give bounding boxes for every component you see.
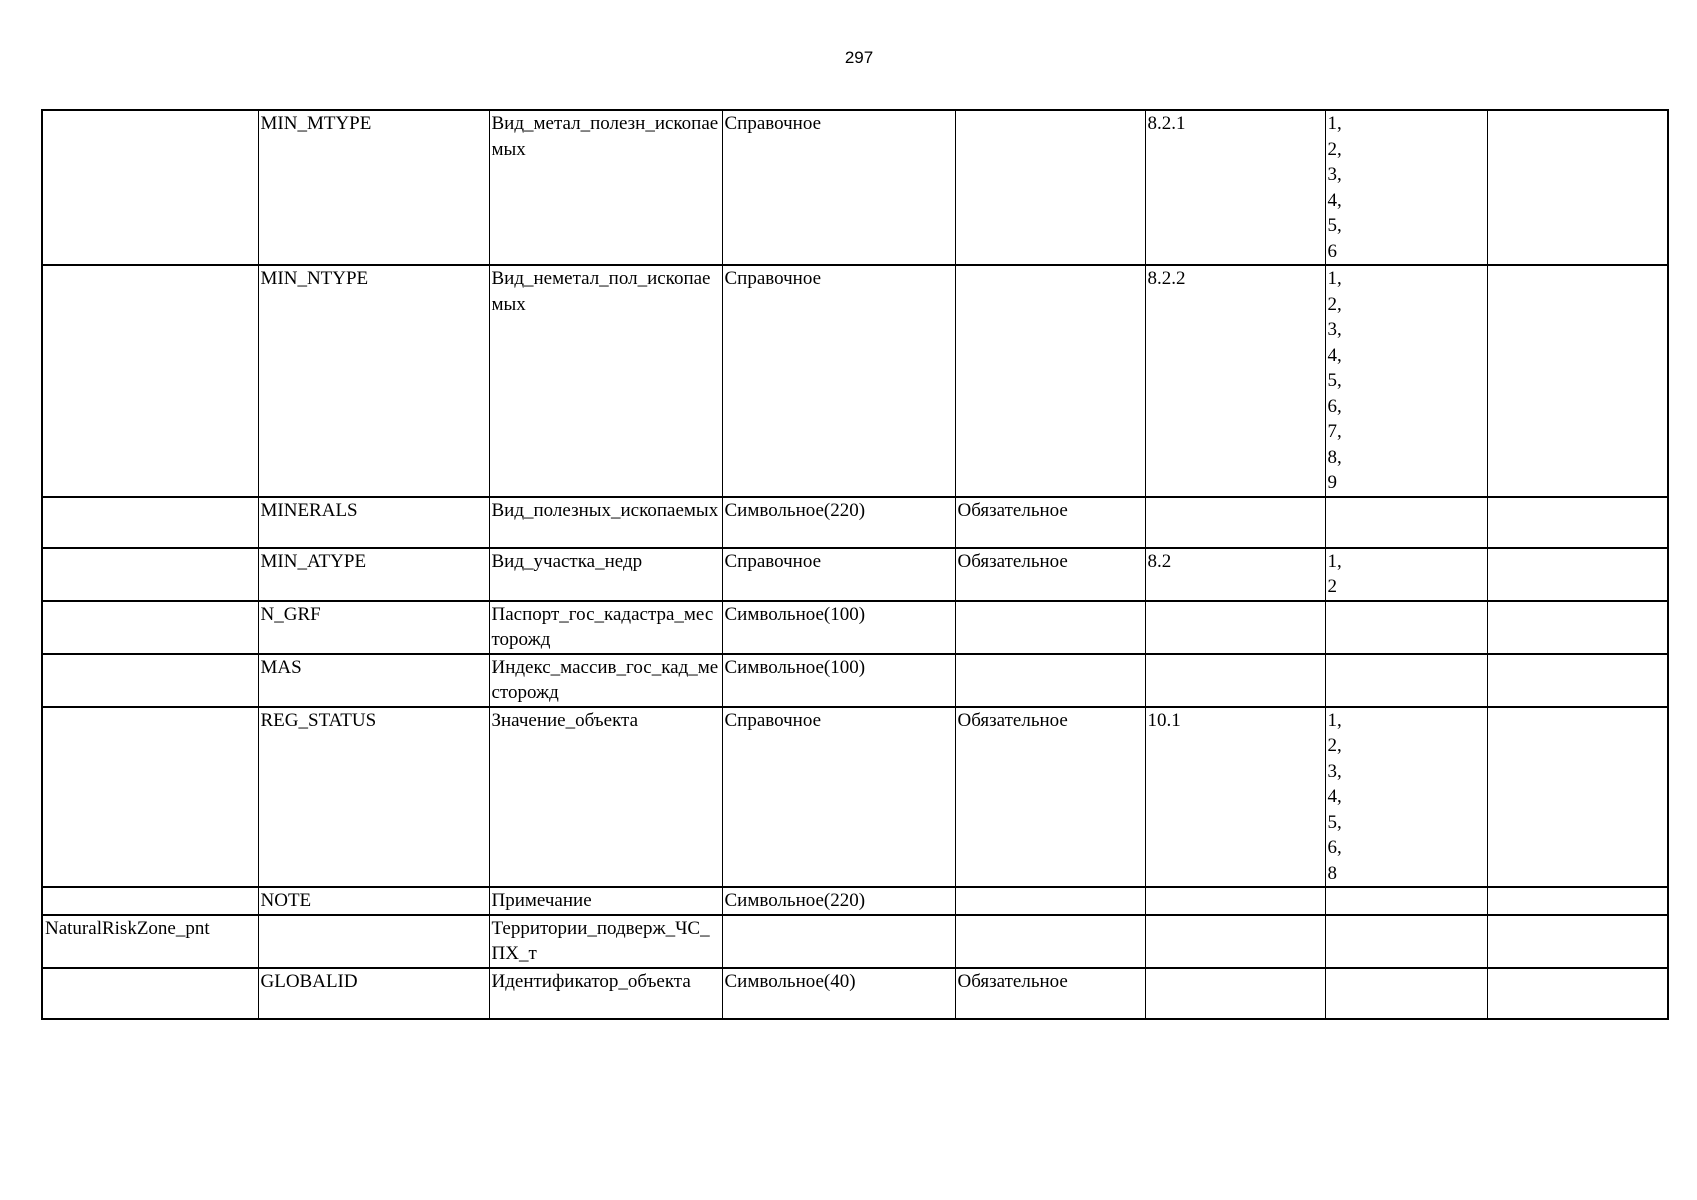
- domain-ref-cell: [1145, 601, 1325, 654]
- values-cell: [1325, 497, 1487, 548]
- required-cell: [955, 265, 1145, 497]
- table-row: [42, 707, 1668, 888]
- domain-ref-cell: [1145, 915, 1325, 968]
- domain-ref-cell: 8.2: [1145, 548, 1325, 601]
- value-code: 4,: [1327, 344, 1342, 366]
- field-alias-cell: Территории_подверж_ЧС_ПХ_т: [489, 915, 722, 968]
- values-cell: [1325, 548, 1487, 601]
- domain-ref-cell: 8.2.1: [1145, 110, 1325, 265]
- layer-name-cell: NaturalRiskZone_pnt: [42, 915, 258, 968]
- domain-ref-cell: [1145, 654, 1325, 707]
- required-cell: [955, 654, 1145, 707]
- extra-cell: [1487, 548, 1668, 601]
- value-code: 2,: [1327, 293, 1342, 315]
- value-code: 3,: [1327, 164, 1342, 185]
- table-row: [42, 265, 1668, 497]
- field-type-cell: Символьное(100): [722, 654, 955, 707]
- required-cell: Обязательное: [955, 548, 1145, 601]
- required-cell: Обязательное: [955, 707, 1145, 888]
- field-type-cell: Символьное(40): [722, 968, 955, 1019]
- field-code-cell: [258, 915, 489, 968]
- table-body: [42, 110, 1668, 1019]
- layer-name-cell: [42, 887, 258, 915]
- layer-name-cell: [42, 265, 258, 497]
- values-cell: [1325, 887, 1487, 915]
- field-alias-cell: Вид_полезных_ископаемых: [489, 497, 722, 548]
- value-code: 8,: [1327, 446, 1342, 468]
- field-type-cell: Символьное(100): [722, 601, 955, 654]
- value-code: 6: [1327, 240, 1337, 262]
- domain-ref-cell: [1145, 497, 1325, 548]
- value-code: 9: [1327, 472, 1337, 493]
- domain-ref-cell: 10.1: [1145, 707, 1325, 888]
- table-row: [42, 548, 1668, 601]
- required-cell: [955, 915, 1145, 968]
- field-code-cell: MIN_NTYPE: [258, 265, 489, 497]
- table-row: [42, 887, 1668, 915]
- extra-cell: [1487, 654, 1668, 707]
- required-cell: [955, 110, 1145, 265]
- field-code-cell: N_GRF: [258, 601, 489, 654]
- layer-name-cell: [42, 110, 258, 265]
- value-code: 3,: [1327, 760, 1342, 782]
- layer-name-cell: [42, 497, 258, 548]
- value-code: 1,: [1327, 113, 1342, 134]
- value-code: 4,: [1327, 189, 1342, 211]
- required-cell: [955, 887, 1145, 915]
- attribute-table: [41, 109, 1669, 1020]
- table-row: [42, 654, 1668, 707]
- value-code: 1,: [1327, 709, 1342, 731]
- extra-cell: [1487, 110, 1668, 265]
- value-code: 2,: [1327, 138, 1342, 160]
- domain-ref-cell: [1145, 887, 1325, 915]
- field-code-cell: MIN_ATYPE: [258, 548, 489, 601]
- field-type-cell: Символьное(220): [722, 497, 955, 548]
- field-type-cell: Справочное: [722, 265, 955, 497]
- values-cell: [1325, 915, 1487, 968]
- field-code-cell: NOTE: [258, 887, 489, 915]
- extra-cell: [1487, 265, 1668, 497]
- field-code-cell: GLOBALID: [258, 968, 489, 1019]
- value-code: 5,: [1327, 215, 1342, 236]
- field-code-cell: MIN_MTYPE: [258, 110, 489, 265]
- extra-cell: [1487, 915, 1668, 968]
- page-number: 297: [844, 48, 874, 67]
- values-cell: [1325, 654, 1487, 707]
- value-code: 3,: [1327, 319, 1342, 340]
- field-type-cell: Символьное(220): [722, 887, 955, 915]
- field-code-cell: MINERALS: [258, 497, 489, 548]
- required-cell: [955, 601, 1145, 654]
- values-cell: [1325, 968, 1487, 1019]
- required-cell: Обязательное: [955, 497, 1145, 548]
- value-code: 8: [1327, 862, 1337, 884]
- domain-ref-cell: [1145, 968, 1325, 1019]
- value-code: 5,: [1327, 370, 1342, 391]
- field-alias-cell: Вид_неметал_пол_ископаемых: [489, 265, 722, 497]
- domain-ref-cell: 8.2.2: [1145, 265, 1325, 497]
- field-alias-cell: Индекс_массив_гос_кад_месторожд: [489, 654, 722, 707]
- field-alias-cell: Значение_объекта: [489, 707, 722, 888]
- field-alias-cell: Паспорт_гос_кадастра_месторожд: [489, 601, 722, 654]
- values-cell: [1325, 601, 1487, 654]
- values-cell: [1325, 265, 1487, 497]
- value-code: 6,: [1327, 837, 1342, 858]
- value-code: 5,: [1327, 811, 1342, 833]
- layer-name-cell: [42, 654, 258, 707]
- extra-cell: [1487, 707, 1668, 888]
- value-code: 6,: [1327, 395, 1342, 417]
- field-alias-cell: Примечание: [489, 887, 722, 915]
- values-cell: [1325, 707, 1487, 888]
- field-type-cell: Справочное: [722, 110, 955, 265]
- value-code: 1,: [1327, 550, 1342, 572]
- field-type-cell: [722, 915, 955, 968]
- field-type-cell: Справочное: [722, 707, 955, 888]
- value-code: 1,: [1327, 268, 1342, 289]
- field-alias-cell: Вид_метал_полезн_ископаемых: [489, 110, 722, 265]
- layer-name-cell: [42, 968, 258, 1019]
- field-code-cell: MAS: [258, 654, 489, 707]
- table-row: [42, 110, 1668, 265]
- field-type-cell: Справочное: [722, 548, 955, 601]
- values-cell: [1325, 110, 1487, 265]
- table-row: [42, 968, 1668, 1019]
- extra-cell: [1487, 968, 1668, 1019]
- extra-cell: [1487, 497, 1668, 548]
- table-row: [42, 497, 1668, 548]
- value-code: 7,: [1327, 421, 1342, 442]
- table-row: [42, 601, 1668, 654]
- table-row: [42, 915, 1668, 968]
- layer-name-cell: [42, 548, 258, 601]
- layer-name-cell: [42, 707, 258, 888]
- layer-name-cell: [42, 601, 258, 654]
- value-code: 2,: [1327, 735, 1342, 756]
- extra-cell: [1487, 601, 1668, 654]
- value-code: 2: [1327, 576, 1337, 597]
- field-alias-cell: Вид_участка_недр: [489, 548, 722, 601]
- required-cell: Обязательное: [955, 968, 1145, 1019]
- field-code-cell: REG_STATUS: [258, 707, 489, 888]
- extra-cell: [1487, 887, 1668, 915]
- value-code: 4,: [1327, 786, 1342, 807]
- field-alias-cell: Идентификатор_объекта: [489, 968, 722, 1019]
